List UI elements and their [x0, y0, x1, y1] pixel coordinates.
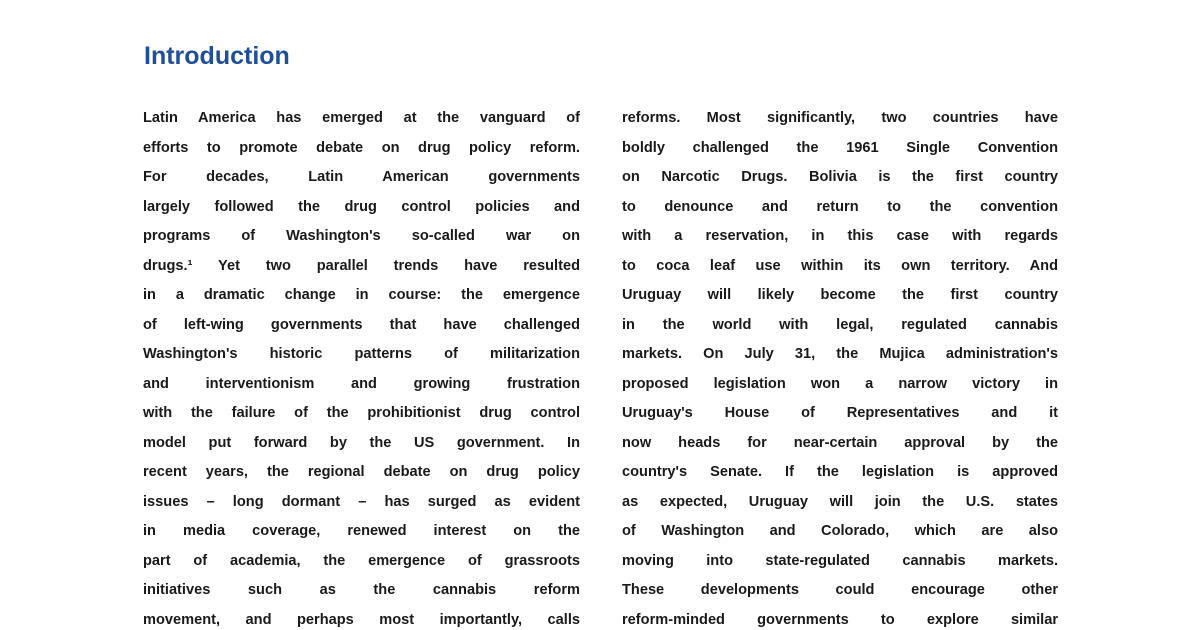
paragraph-line: Uruguay will likely become the first country — [622, 287, 1058, 303]
paragraph-line: moving into state-regulated cannabis markets. — [622, 552, 1058, 569]
paragraph-line: Uruguay's House of Representatives and it — [622, 405, 1058, 421]
paragraph-line: initiatives such as the cannabis reform — [143, 582, 580, 598]
paragraph-line: in the world with legal, regulated cannabis — [622, 316, 1058, 333]
paragraph-line: recent years, the regional debate on drug policy — [143, 464, 580, 480]
paragraph-line: of left-wing governments that have challenged — [143, 316, 580, 333]
paragraph-line: programs of Washington's so-called war on — [143, 228, 580, 244]
paragraph-line: efforts to promote debate on drug policy reform. — [143, 139, 580, 156]
paragraph-line: issues – long dormant – has surged as evident — [143, 493, 580, 510]
paragraph-line: of Washington and Colorado, which are also — [622, 523, 1058, 539]
paragraph-line: These developments could encourage other — [622, 582, 1058, 598]
paragraph-line: and interventionism and growing frustration — [143, 375, 580, 392]
right-text-column — [622, 104, 1058, 630]
paragraph-line: movement, and perhaps most importantly, calls — [143, 611, 580, 628]
paragraph-line: drugs.¹ Yet two parallel trends have resulted — [143, 257, 580, 274]
paragraph-line: in a dramatic change in course: the emergence — [143, 287, 580, 303]
paragraph-line: to denounce and return to the convention — [622, 198, 1058, 215]
paragraph-line: model put forward by the US government. In — [143, 434, 580, 451]
paragraph-line: boldly challenged the 1961 Single Convention — [622, 139, 1058, 156]
paragraph-line: in media coverage, renewed interest on the — [143, 523, 580, 539]
paragraph-line: For decades, Latin American governments — [143, 169, 580, 185]
paragraph-line: with a reservation, in this case with regards — [622, 228, 1058, 244]
paragraph-line: on Narcotic Drugs. Bolivia is the first country — [622, 169, 1058, 185]
paragraph-line: to coca leaf use within its own territory. And — [622, 257, 1058, 274]
paragraph-line: Latin America has emerged at the vanguard of — [143, 110, 580, 126]
paragraph-line: Washington's historic patterns of militarization — [143, 346, 580, 362]
paragraph-line: largely followed the drug control policies and — [143, 198, 580, 215]
section-heading: Introduction — [144, 42, 290, 70]
paragraph-line: reforms. Most significantly, two countries have — [622, 110, 1058, 126]
left-text-column — [143, 104, 580, 630]
paragraph-line: country's Senate. If the legislation is approved — [622, 464, 1058, 480]
paragraph-line: as expected, Uruguay will join the U.S. states — [622, 493, 1058, 510]
paragraph-line: reform-minded governments to explore similar — [622, 611, 1058, 628]
paragraph-line: with the failure of the prohibitionist drug control — [143, 405, 580, 421]
paragraph-line: proposed legislation won a narrow victory in — [622, 375, 1058, 392]
paragraph-line: part of academia, the emergence of grassroots — [143, 552, 580, 569]
paragraph-line: now heads for near-certain approval by the — [622, 434, 1058, 451]
paragraph-line: markets. On July 31, the Mujica administration's — [622, 346, 1058, 362]
